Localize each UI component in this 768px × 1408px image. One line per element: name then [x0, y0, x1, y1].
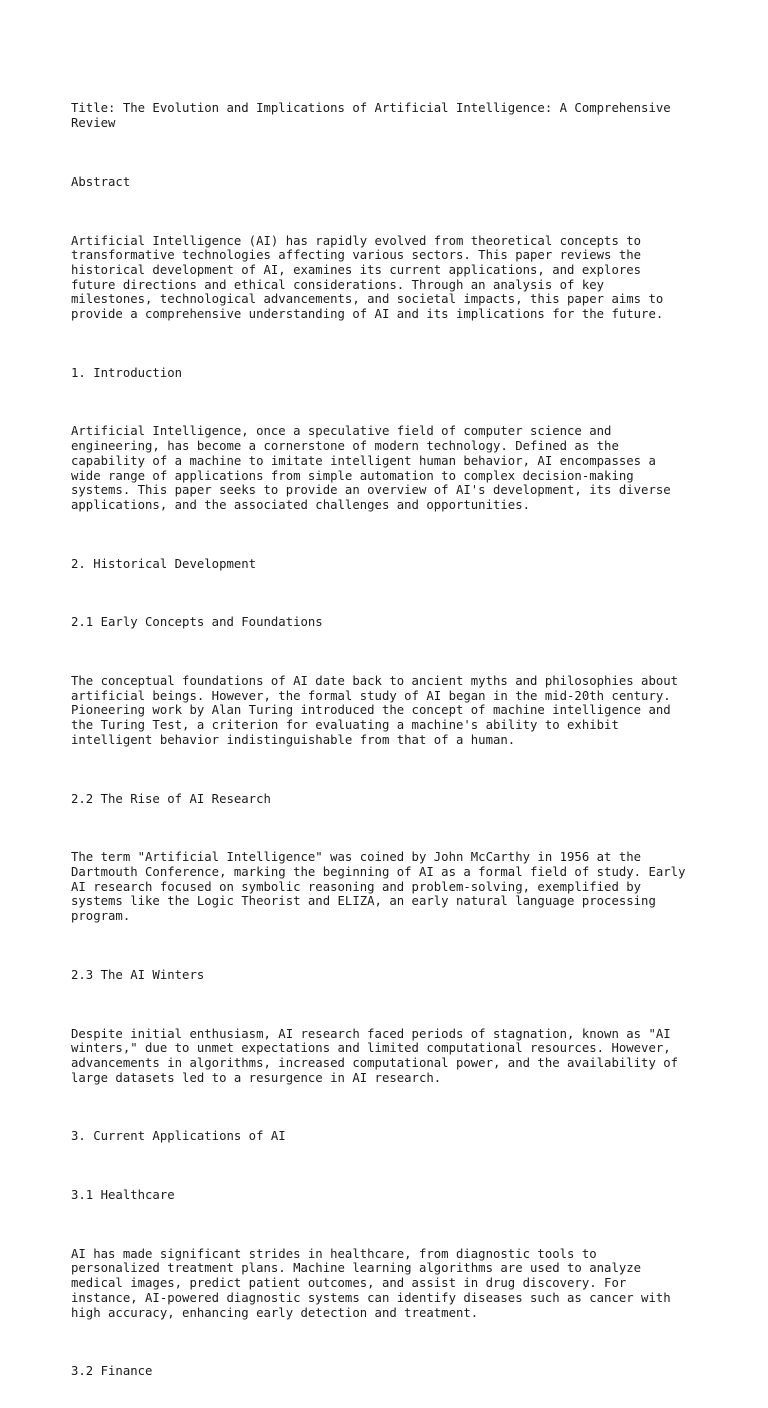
section-1-heading: 1. Introduction: [71, 365, 183, 380]
section-3-1-paragraph: AI has made significant strides in healthcare, from diagnostic tools to personalized treatment plans. Machine learning algorithms are used to analyze medical images, predict patient outcomes, and assist in drug discovery. For instance, AI-powered diagnostic systems can identify diseases such as cancer with high accuracy, enhancing early detection and treatment.: [71, 1246, 671, 1320]
section-2-2-heading: 2.2 The Rise of AI Research: [71, 791, 271, 806]
document-page: [71, 72, 711, 1408]
section-3-2-heading: 3.2 Finance: [71, 1364, 153, 1379]
section-2-2-paragraph: The term "Artificial Intelligence" was coined by John McCarthy in 1956 at the Dartmouth Conference, marking the beginning of AI as a formal field of study. Early AI research focused on symbolic reasoning and problem-solving, exemplified by systems like the Logic Theorist and ELIZA, an early natural language processing program.: [71, 850, 686, 924]
document-title: Title: The Evolution and Implications of Artificial Intelligence: A Comprehensive Review: [71, 101, 671, 131]
abstract-paragraph: Artificial Intelligence (AI) has rapidly evolved from theoretical concepts to transformative technologies affecting various sectors. This paper reviews the historical development of AI, examines its current applications, and explores future directions and ethical considerations. Through an analysis of key milestones, technological advancements, and societal impacts, this paper aims to provide a comprehensive understanding of AI and its implications for the future.: [71, 233, 664, 322]
section-3-heading: 3. Current Applications of AI: [71, 1129, 286, 1144]
section-2-3-paragraph: Despite initial enthusiasm, AI research faced periods of stagnation, known as "AI winters," due to unmet expectations and limited computational resources. However, advancements in algorithms, increased computational power, and the availability of large datasets led to a resurgence in AI research.: [71, 1026, 679, 1085]
section-1-paragraph: Artificial Intelligence, once a speculative field of computer science and engineering, has become a cornerstone of modern technology. Defined as the capability of a machine to imitate intelligent human behavior, AI encompasses a wide range of applications from simple automation to complex decision-making systems. This paper seeks to provide an overview of AI's development, its diverse applications, and the associated challenges and opportunities.: [71, 424, 671, 512]
section-2-heading: 2. Historical Development: [71, 556, 257, 571]
section-3-1-heading: 3.1 Healthcare: [71, 1188, 175, 1203]
section-2-3-heading: 2.3 The AI Winters: [71, 967, 205, 982]
section-2-1-paragraph: The conceptual foundations of AI date back to ancient myths and philosophies about artificial beings. However, the formal study of AI began in the mid-20th century. Pioneering work by Alan Turing introduced the concept of machine intelligence and the Turing Test, a criterion for evaluating a machine's ability to exhibit intelligent behavior indistinguishable from that of a human.: [71, 674, 679, 747]
section-2-1-heading: 2.1 Early Concepts and Foundations: [71, 615, 323, 630]
abstract-heading: Abstract: [71, 174, 131, 189]
